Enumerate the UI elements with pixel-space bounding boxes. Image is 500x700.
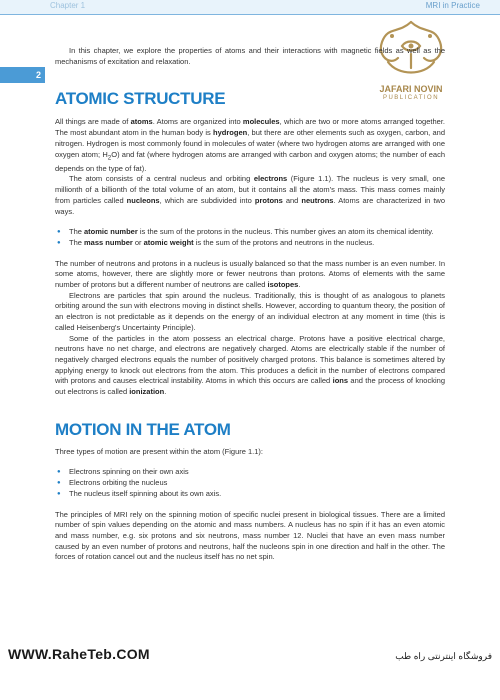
list-item: ● The mass number or atomic weight is the sum of the protons and neutrons in the nucleus. — [57, 238, 445, 249]
list-item: ● Electrons spinning on their own axis — [57, 467, 445, 478]
paragraph-motion-intro: Three types of motion are present within the atom (Figure 1.1): — [55, 446, 264, 456]
list-item: ● The nucleus itself spinning about its own axis. — [57, 489, 445, 500]
atom-characteristics-list — [55, 227, 445, 248]
section-heading-motion-in-the-atom: MOTION IN THE ATOM — [55, 419, 231, 439]
section-heading-atomic-structure: ATOMIC STRUCTURE — [55, 89, 226, 109]
paragraph-atoms: All things are made of atoms. Atoms are organized into molecules, which are two or more atoms arranged together. The most abundant atom in the human body is hydrogen, but there are other elements such as oxygen, carbon, and nitrogen. Hydrogen is most commonly found in molecules of water (where two hydrogen atoms are arranged with one oxygen atom; $H_2O$) and fat (where hydrogen atoms are arranged with carbon and oxygen atoms; the number of each depends on the type of fat). — [55, 117, 446, 173]
paragraph-nucleus: The atom consists of a central nucleus and orbiting electrons (Figure 1.1). The nucleus is very small, one millionth of a billionth of the total volume of an atom, but it contains all the atom's mass. This mass comes mainly from particles called nucleons, which are subdivided into protons and neutrons. Atoms are characterized in two ways. — [55, 174, 445, 216]
page-number-tab: 2 — [0, 67, 45, 83]
logo-name: JAFARI NOVIN — [379, 84, 443, 94]
list-item: ● Electrons orbiting the nucleus — [57, 478, 445, 489]
footer-website[interactable]: WWW.RaheTeb.COM — [8, 646, 150, 662]
page-content — [55, 46, 445, 563]
footer-store-name: فروشگاه اینترنتی راه طب — [395, 651, 492, 661]
running-header — [0, 0, 500, 15]
list-item: ● The atomic number is the sum of the protons in the nucleus. This number gives an atom its chemical identity. — [57, 227, 445, 238]
intro-paragraph: In this chapter, we explore the properties of atoms and their interactions with magnetic fields as well as the mechanisms of excitation and relaxation. — [55, 46, 445, 66]
logo-subtitle: PUBLICATION — [382, 95, 440, 101]
paragraph-charge: Some of the particles in the atom possess an electrical charge. Protons have a positive electrical charge, neutrons have no net charge, and electrons are negatively charged. Atoms are electrically stable if the number of negatively charged electrons equals the number of positively charged protons. This balance is sometimes altered by applying energy to knock out electrons from the atom. This produces a deficit in the number of electrons compared with protons and causes electrical instability. Atoms in which this occurs are called ions and the process of knocking out electrons is called ionization. — [55, 333, 445, 397]
paragraph-isotopes: The number of neutrons and protons in a nucleus is usually balanced so that the mass number is an even number. In some atoms, however, there are slightly more or fewer neutrons than protons. Atoms of elements with the same number of protons but a different number of neutrons are called isotopes. — [55, 258, 445, 290]
header-book-title: MRI in Practice — [425, 1, 480, 10]
paragraph-mri-principles: The principles of MRI rely on the spinning motion of specific nuclei present in biological tissues. There are a limited number of spin values depending on the atomic and mass numbers. A nucleus has no spin if it has an even atomic and mass number, e.g. six protons and six neutrons, mass number 12. Nuclei that have an even mass number caused by an even number of protons and neutrons, half the nucleons spin in one direction and half in the other. The forces of rotation cancel out and the nucleus itself has no net spin. — [55, 509, 445, 562]
paragraph-electrons: Electrons are particles that spin around the nucleus. Traditionally, this is thought of as analogous to planets orbiting around the sun with electrons moving in distinct shells. However, according to quantum theory, the position of an electron is not predictable as it depends on the energy of an individual electron at any moment in time (this is called Heisenberg's Uncertainty Principle). — [55, 290, 445, 332]
motion-types-list — [55, 467, 445, 499]
header-chapter: Chapter 1 — [50, 1, 86, 10]
